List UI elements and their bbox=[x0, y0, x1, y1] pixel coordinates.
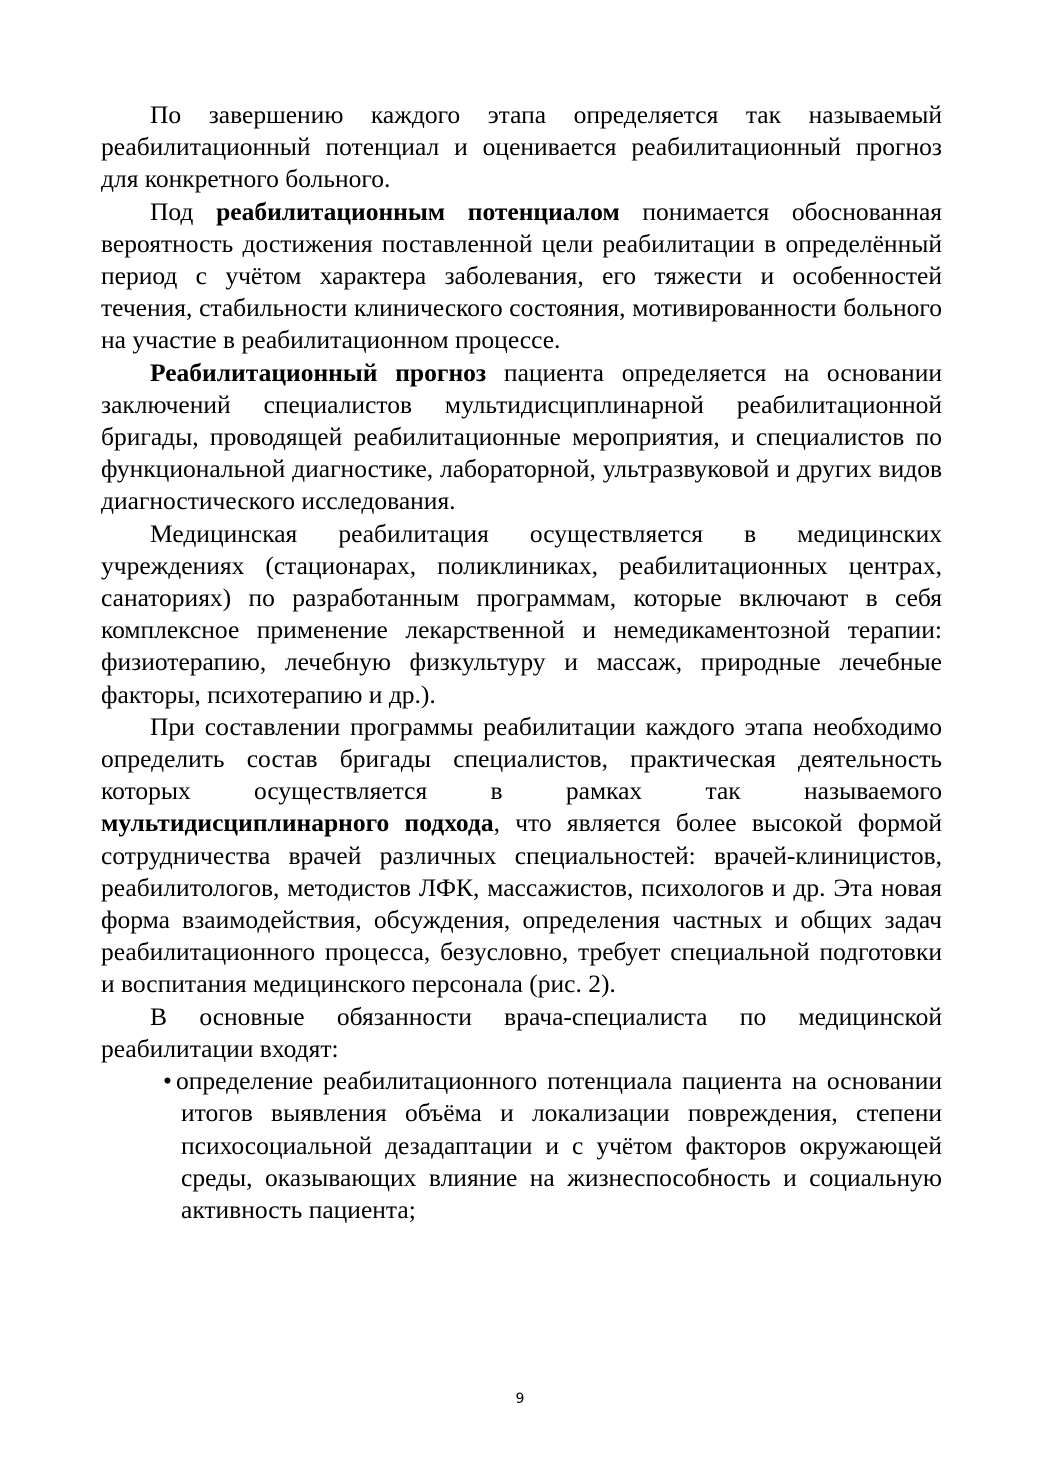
paragraph bbox=[101, 196, 942, 357]
duties-list bbox=[101, 1065, 942, 1226]
bullet-icon: • bbox=[163, 1066, 172, 1096]
paragraph-text: понимается обоснованная вероятность достижения поставленной цели реабилитации в определённый период с учётом характера заболевания, его тяжести и особенностей течения, стабильности клинического состояния, мотивированности больного на участие в реабилитационном процессе. bbox=[101, 196, 942, 355]
paragraph-text: При составлении программы реабилитации каждого этапа необходимо определить состав бригады специалистов, практическая деятельность которых осуществляется в рамках так называемого bbox=[101, 711, 942, 806]
bold-term: мультидисциплинарного подхода bbox=[101, 808, 494, 838]
list-item-text: определение реабилитационного потенциала пациента на основании итогов выявления объёма и локализации повреждения, степени психосоциальной дезадаптации и с учётом факторов окружающей среды, оказывающих влияние на жизнеспособность и социальную активность пациента; bbox=[176, 1066, 942, 1224]
paragraphs bbox=[101, 99, 942, 1065]
list-item bbox=[101, 1065, 942, 1226]
paragraph-text: Медицинская реабилитация осуществляется в медицинских учреждениях (стационарах, поликлиниках, реабилитационных центрах, санаториях) по разработанным программам, которые включают в себя комплексное применение лекарственной и немедикаментозной терапии: физиотерапию, лечебную физкультуру и массаж, природные лечебные факторы, психотерапию и др.). bbox=[101, 518, 942, 709]
paragraph bbox=[101, 518, 942, 711]
list-item-content bbox=[163, 1065, 942, 1226]
paragraph-text: По завершению каждого этапа определяется так называемый реабилитационный потенциал и оценивается реабилитационный прогноз для конкретного больного. bbox=[101, 100, 942, 194]
paragraph-text: Под bbox=[150, 196, 217, 226]
paragraph-text: В основные обязанности врача-специалиста по медицинской реабилитации входят: bbox=[101, 1001, 942, 1063]
paragraph bbox=[101, 1001, 942, 1065]
bold-term: Реабилитационный прогноз bbox=[150, 357, 487, 387]
paragraph bbox=[101, 357, 942, 518]
paragraph bbox=[101, 711, 942, 1001]
bold-term: реабилитационным потенциалом bbox=[216, 196, 620, 226]
paragraph-text: пациента определяется на основании заключений специалистов мультидисциплинарной реабилитационной бригады, проводящей реабилитационные мероприятия, и специалистов по функциональной диагностике, лабораторной, ультразвуковой и других видов диагностического исследования. bbox=[101, 357, 942, 516]
paragraph-text: , что является более высокой формой сотрудничества врачей различных специальностей: врачей-клиницистов, реабилитологов, методистов ЛФК, массажистов, психологов и др. Эта новая форма взаимодействия, обсуждения, определения частных и общих задач реабилитационного процесса, безусловно, требует специальной подготовки и воспитания медицинского персонала (рис. 2). bbox=[101, 808, 942, 999]
paragraph bbox=[101, 99, 942, 196]
page-body bbox=[101, 99, 942, 1226]
page-number: 9 bbox=[515, 1391, 525, 1407]
